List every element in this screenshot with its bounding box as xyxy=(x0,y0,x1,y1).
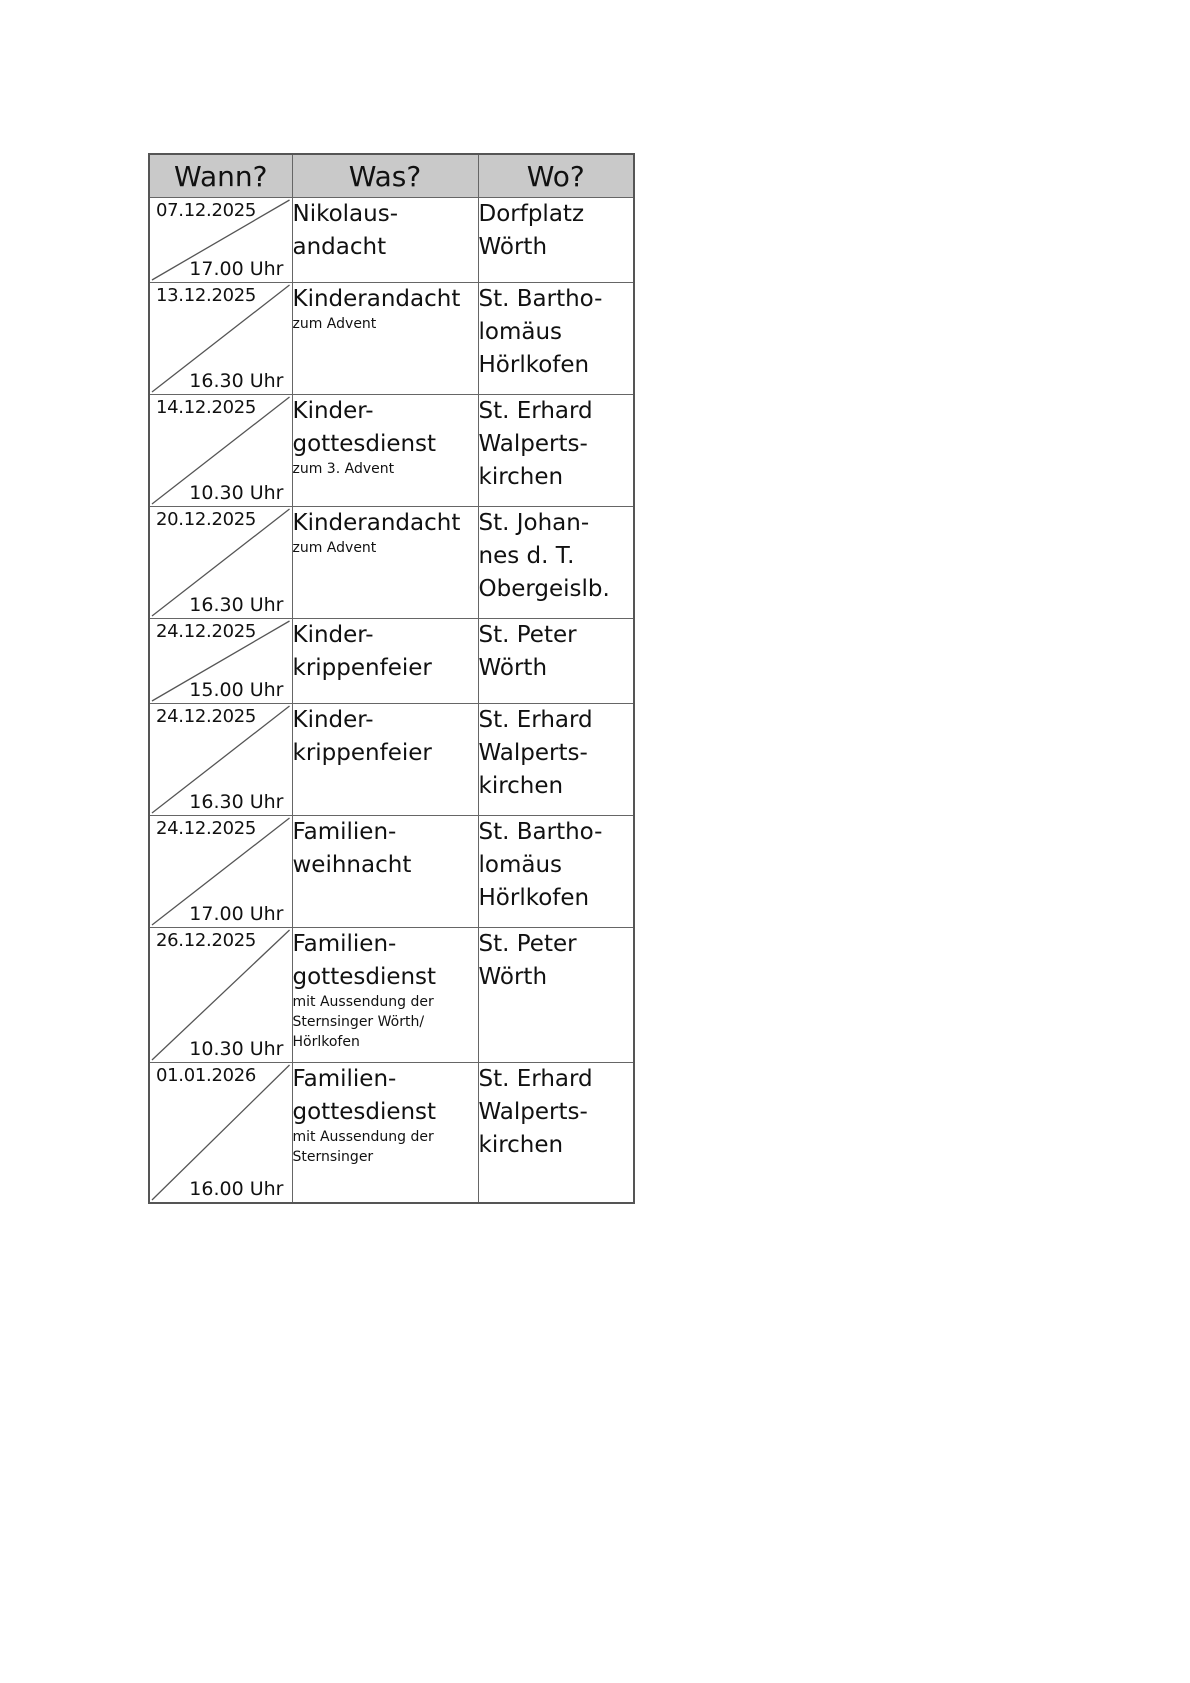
event-note: zum 3. Advent xyxy=(292,461,395,477)
when-cell xyxy=(149,395,292,507)
when-cell xyxy=(149,619,292,704)
event-title: Kinder- krippenfeier xyxy=(292,622,432,681)
event-note: zum Advent xyxy=(292,316,377,332)
what-cell xyxy=(292,283,478,395)
what-cell xyxy=(292,507,478,619)
event-time: 16.00 Uhr xyxy=(189,1178,284,1200)
where-cell xyxy=(478,507,634,619)
when-cell xyxy=(149,198,292,283)
header-where: Wo? xyxy=(478,154,634,198)
event-time: 15.00 Uhr xyxy=(189,679,284,701)
header-what: Was? xyxy=(292,154,478,198)
when-cell xyxy=(149,816,292,928)
table-row xyxy=(149,1063,634,1204)
what-cell xyxy=(292,395,478,507)
event-date: 14.12.2025 xyxy=(156,397,257,418)
table-row xyxy=(149,928,634,1063)
where-cell xyxy=(478,816,634,928)
event-place: St. Peter Wörth xyxy=(478,622,577,681)
event-title: Kinderandacht xyxy=(292,286,461,312)
where-cell xyxy=(478,928,634,1063)
event-title: Familien- gottesdienst xyxy=(292,931,437,990)
table-row xyxy=(149,395,634,507)
event-note: mit Aussendung der Sternsinger xyxy=(292,1129,434,1165)
event-date: 01.01.2026 xyxy=(156,1065,257,1086)
schedule-table xyxy=(148,153,635,1204)
where-cell xyxy=(478,619,634,704)
event-date: 24.12.2025 xyxy=(156,621,257,642)
table-row xyxy=(149,619,634,704)
event-place: St. Bartho- lomäus Hörlkofen xyxy=(478,286,603,378)
event-time: 16.30 Uhr xyxy=(189,791,284,813)
when-cell xyxy=(149,928,292,1063)
header-when: Wann? xyxy=(149,154,292,198)
where-cell xyxy=(478,283,634,395)
event-date: 07.12.2025 xyxy=(156,200,257,221)
what-cell xyxy=(292,1063,478,1204)
event-title: Kinderandacht xyxy=(292,510,461,536)
event-date: 13.12.2025 xyxy=(156,285,257,306)
event-date: 24.12.2025 xyxy=(156,818,257,839)
event-time: 17.00 Uhr xyxy=(189,258,284,280)
event-place: St. Bartho- lomäus Hörlkofen xyxy=(478,819,603,911)
event-time: 17.00 Uhr xyxy=(189,903,284,925)
event-place: St. Erhard Walperts- kirchen xyxy=(478,398,593,490)
table-row xyxy=(149,704,634,816)
event-title: Nikolaus- andacht xyxy=(292,201,399,260)
when-cell xyxy=(149,507,292,619)
table-row xyxy=(149,283,634,395)
event-time: 10.30 Uhr xyxy=(189,1038,284,1060)
what-cell xyxy=(292,928,478,1063)
event-date: 24.12.2025 xyxy=(156,706,257,727)
event-place: St. Erhard Walperts- kirchen xyxy=(478,1066,593,1158)
when-cell xyxy=(149,1063,292,1204)
event-title: Familien- gottesdienst xyxy=(292,1066,437,1125)
event-place: St. Erhard Walperts- kirchen xyxy=(478,707,593,799)
what-cell xyxy=(292,619,478,704)
event-date: 20.12.2025 xyxy=(156,509,257,530)
where-cell xyxy=(478,198,634,283)
where-cell xyxy=(478,1063,634,1204)
schedule-sheet xyxy=(148,153,635,1204)
where-cell xyxy=(478,395,634,507)
event-title: Kinder- krippenfeier xyxy=(292,707,432,766)
table-row xyxy=(149,816,634,928)
where-cell xyxy=(478,704,634,816)
event-note: zum Advent xyxy=(292,540,377,556)
event-note: mit Aussendung der Sternsinger Wörth/ Hörlkofen xyxy=(292,994,434,1050)
when-cell xyxy=(149,704,292,816)
event-place: Dorfplatz Wörth xyxy=(478,201,585,260)
event-title: Kinder- gottesdienst xyxy=(292,398,437,457)
header-row xyxy=(149,154,634,198)
what-cell xyxy=(292,704,478,816)
event-place: St. Johan- nes d. T. Obergeislb. xyxy=(478,510,610,602)
event-date: 26.12.2025 xyxy=(156,930,257,951)
event-time: 10.30 Uhr xyxy=(189,482,284,504)
schedule-body xyxy=(149,198,634,1204)
event-title: Familien- weihnacht xyxy=(292,819,412,878)
what-cell xyxy=(292,198,478,283)
table-row xyxy=(149,507,634,619)
when-cell xyxy=(149,283,292,395)
table-row xyxy=(149,198,634,283)
event-place: St. Peter Wörth xyxy=(478,931,577,990)
event-time: 16.30 Uhr xyxy=(189,370,284,392)
what-cell xyxy=(292,816,478,928)
event-time: 16.30 Uhr xyxy=(189,594,284,616)
